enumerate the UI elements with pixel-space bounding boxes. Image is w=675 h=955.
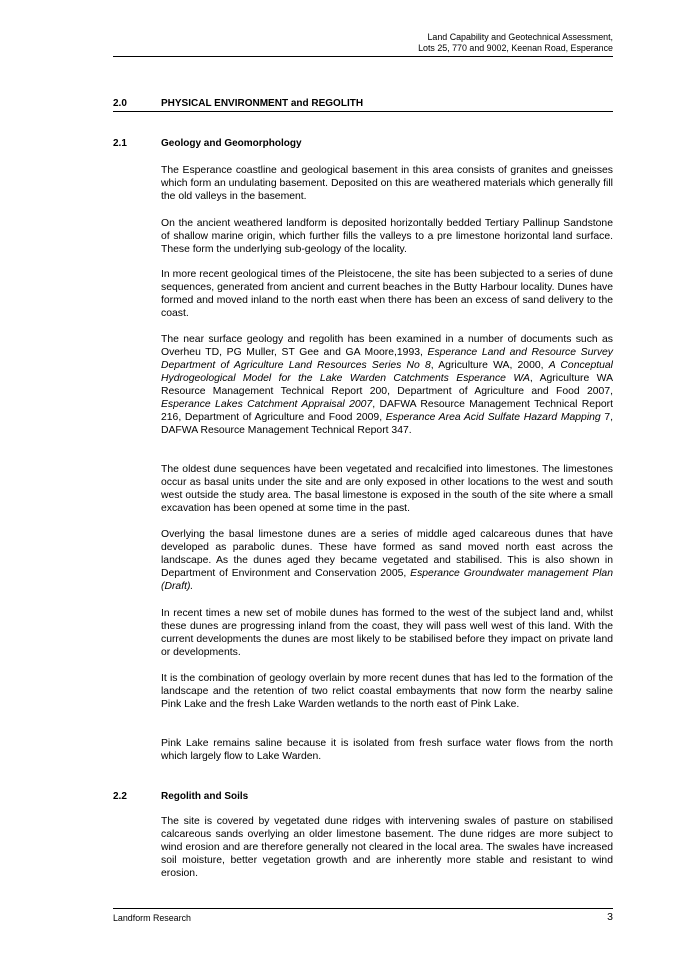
text-run: , DAFWA Resource Management Technical Report 216, Department of Agriculture and Food 2009, [161,399,613,423]
section-title: PHYSICAL ENVIRONMENT and REGOLITH [161,98,364,109]
citation-title: A Conceptual Hydrogeological Model for the Lake Warden Catchments Esperance WA [161,360,613,384]
header-line-2: Lots 25, 770 and 9002, Keenan Road, Esperance [418,43,613,53]
citation-title: Esperance Lakes Catchment Appraisal 2007 [161,399,373,410]
section-title: Geology and Geomorphology [161,138,302,149]
citation-title: Esperance Groundwater management Plan (Draft). [161,568,613,592]
citation-title: Esperance Area Acid Sulfate Hazard Mapping [385,412,601,423]
header-line-1: Land Capability and Geotechnical Assessment, [427,32,613,42]
section-heading-2-2 [113,791,613,803]
paragraph-2: On the ancient weathered landform is deposited horizontally bedded Tertiary Pallinup Sandstone of shallow marine origin, which further fills the valleys to a pre limestone horizontal land surface. These form the underlying sub-geology of the locality. [161,218,613,255]
section-rule [113,111,613,112]
running-header [113,32,613,54]
header-rule [113,56,613,57]
paragraph-8: It is the combination of geology overlain by more recent dunes that has led to the formation of the landscape and the retention of two relict coastal embayments that now form the nearby saline Pink Lake and the fresh Lake Warden wetlands to the north east of Pink Lake. [161,673,613,710]
section-title: Regolith and Soils [161,791,249,802]
citation-title: Esperance Land and Resource Survey Department of Agriculture Land Resources Series No 8 [161,347,613,371]
section-heading-2-1 [113,138,613,150]
text-run: Overlying the basal limestone dunes are a series of middle aged calcareous dunes that have developed as parabolic dunes. These have formed as sand moved north east across the landscape. As the dunes aged they became vegetated and stabilised. This is also shown in Department of Environment and Conservation 2005, [161,529,613,579]
paragraph-9: Pink Lake remains saline because it is isolated from fresh surface water flows from the north which largely flow to Lake Warden. [161,738,613,762]
paragraph-4 [161,333,613,437]
section-number: 2.0 [113,98,127,109]
paragraph-1: The Esperance coastline and geological basement in this area consists of granites and gneisses which form an undulating basement. Deposited on this are weathered materials which generally fill the old valleys in the basement. [161,165,613,202]
footer-rule [113,908,613,909]
page-number: 3 [607,911,613,923]
paragraph-10: The site is covered by vegetated dune ridges with intervening swales of pasture on stabilised calcareous sands overlying an older limestone basement. The dune ridges are more subject to wind erosion and are therefore generally not cleared in the local area. The swales have increased soil moisture, better vegetation growth and are inherently more stable and resistant to wind erosion. [161,816,613,879]
section-number: 2.1 [113,138,127,149]
paragraph-7: In recent times a new set of mobile dunes has formed to the west of the subject land and, whilst these dunes are progressing inland from the coast, they will pass well west of this land. With the current developments the dunes are most likely to be stabilised before they impact on private land or developments. [161,608,613,658]
text-run: , Agriculture WA, 2000, [430,360,549,371]
text-run: The near surface geology and regolith has been examined in a number of documents such as Overheu TD, PG Muller, ST Gee and GA Moore,1993, [161,334,613,358]
text-run: , Agriculture WA Resource Management Technical Report 200, Department of Agriculture and Food 2007, [161,373,613,397]
text-run: 7, DAFWA Resource Management Technical Report 347. [161,412,614,436]
paragraph-6 [161,528,613,593]
section-number: 2.2 [113,791,127,802]
paragraph-3: In more recent geological times of the Pleistocene, the site has been subjected to a series of dune sequences, generated from ancient and current beaches in the Butty Harbour locality. Dunes have formed and moved inland to the north east when there has been an excess of sand delivery to the coast. [161,269,613,319]
footer-organisation: Landform Research [113,913,191,923]
paragraph-5: The oldest dune sequences have been vegetated and recalcified into limestones. The limestones occur as basal units under the site and are only exposed in other locations to the west and south west outside the study area. The basal limestone is exposed in the south of the site where a small excavation has been opened at some time in the past. [161,464,613,514]
section-heading-2-0 [113,98,613,110]
